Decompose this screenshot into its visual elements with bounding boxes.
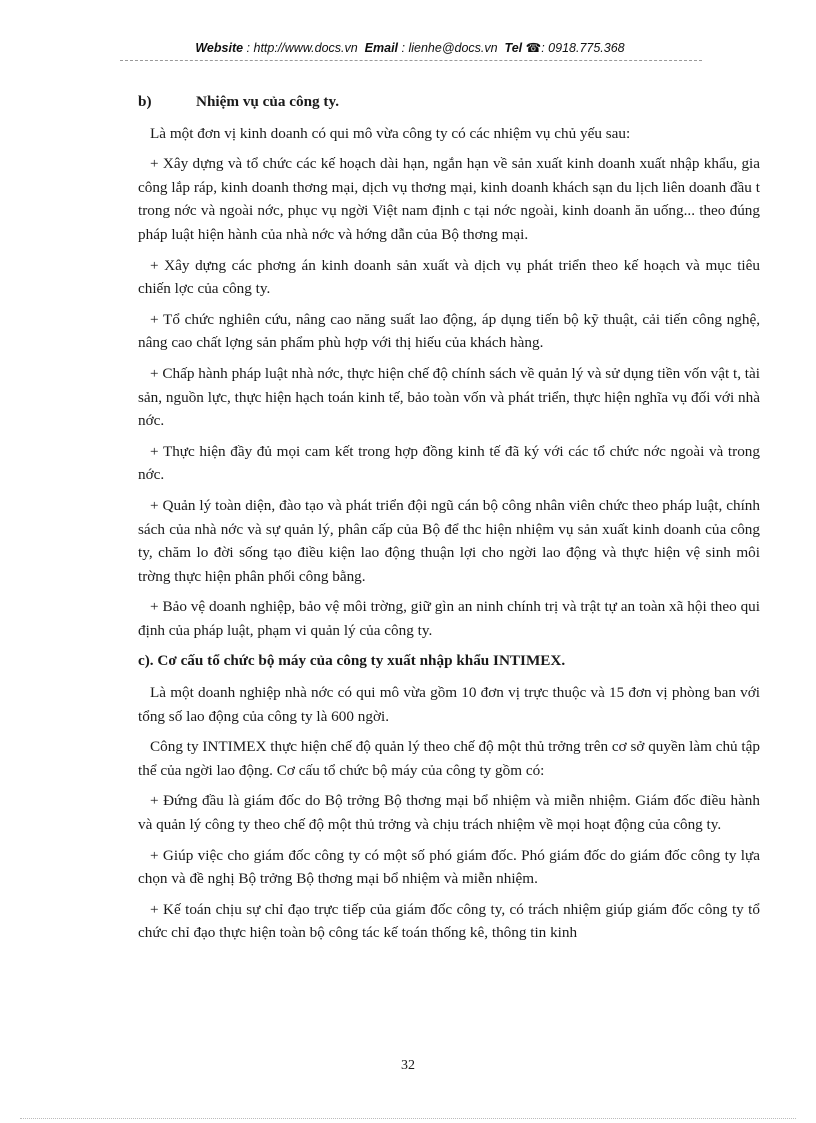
paragraph: Là một đơn vị kinh doanh có qui mô vừa công ty có các nhiệm vụ chủ yếu sau: <box>150 124 631 142</box>
tel-value: : 0918.775.368 <box>541 41 625 55</box>
section-b-title: Nhiệm vụ của công ty. <box>196 93 340 110</box>
document-body <box>138 90 760 952</box>
paragraph: + Thực hiện đầy đủ mọi cam kết trong hợp đồng kinh tế đã ký với các tổ chức nớc ngoài và trong nớc. <box>138 442 760 484</box>
paragraph: + Xây dựng các phơng án kinh doanh sản xuất và dịch vụ phát triển theo kế hoạch và mục tiêu chiến lợc của công ty. <box>138 256 760 298</box>
paragraph: Công ty INTIMEX thực hiện chế độ quản lý theo chế độ một thủ trởng trên cơ sở quyền làm chủ tập thể của ngời lao động. Cơ cấu tổ chức bộ máy của công ty gồm có: <box>138 738 760 779</box>
paragraph: + Đứng đầu là giám đốc do Bộ trởng Bộ thơng mại bổ nhiệm và miễn nhiệm. Giám đốc điều hành và quản lý công ty theo chế độ một thủ trởng và chịu trách nhiệm về mọi hoạt động của công ty. <box>138 792 760 834</box>
paragraph: + Quản lý toàn diện, đào tạo và phát triển đội ngũ cán bộ công nhân viên chức theo pháp luật, chính sách của nhà nớc và sự quản lý, phân cấp của Bộ để thc hiện nhiệm vụ sản xuất kinh doanh của công ty, chăm lo đời sống tạo điều kiện lao động thuận lợi cho ngời lao động và thực hiện vệ sinh môi trờng thực hiện phân phối công bằng. <box>138 496 760 585</box>
website-value: : http://www.docs.vn <box>246 41 358 55</box>
paragraph: + Tổ chức nghiên cứu, nâng cao năng suất lao động, áp dụng tiến bộ kỹ thuật, cải tiến công nghệ, nâng cao chất lợng sản phẩm phù hợp với thị hiếu của khách hàng. <box>138 310 760 352</box>
phone-icon: ☎ <box>525 41 542 55</box>
footer-divider <box>20 1118 796 1119</box>
paragraph: + Giúp việc cho giám đốc công ty có một số phó giám đốc. Phó giám đốc do giám đốc công ty lựa chọn và đề nghị Bộ trởng Bộ thơng mại bổ nhiệm và miễn nhiệm. <box>138 846 760 888</box>
paragraph: + Chấp hành pháp luật nhà nớc, thực hiện chế độ chính sách về quản lý và sử dụng tiền vốn vật t, tài sản, nguồn lực, thực hiện hạch toán kinh tế, bảo toàn vốn và phát triển, thực hiện nghĩa vụ đối với nhà nớc. <box>138 364 760 430</box>
section-b-marker: b) <box>138 93 152 110</box>
page-header <box>120 40 700 55</box>
paragraph: Là một doanh nghiệp nhà nớc có qui mô vừa gồm 10 đơn vị trực thuộc và 15 đơn vị phòng ban với tổng số lao động của công ty là 600 ngời. <box>138 684 760 725</box>
email-label: Email <box>364 41 399 55</box>
email-value: : lienhe@docs.vn <box>401 41 498 55</box>
paragraph: + Xây dựng và tổ chức các kế hoạch dài hạn, ngắn hạn về sản xuất kinh doanh xuất nhập khẩu, gia công lắp ráp, kinh doanh thơng mại, dịch vụ thơng mại, kinh doanh khách sạn du lịch liên doanh đầu t trong nớc và ngoài nớc, phục vụ ngời Việt nam định c tại nớc ngoài, kinh doanh ăn uống... theo đúng pháp luật hiện hành của nhà nớc và hớng dẫn của Bộ thơng mại. <box>138 155 760 243</box>
tel-label: Tel <box>504 41 523 55</box>
page-number: 32 <box>401 1058 415 1073</box>
section-b-heading <box>138 90 760 114</box>
paragraph: + Kế toán chịu sự chỉ đạo trực tiếp của giám đốc công ty, có trách nhiệm giúp giám đốc công ty tổ chức chỉ đạo thực hiện toàn bộ công tác kế toán thống kê, thông tin kinh <box>138 900 760 942</box>
paragraph: + Bảo vệ doanh nghiệp, bảo vệ môi trờng, giữ gìn an ninh chính trị và trật tự an toàn xã hội theo qui định của pháp luật, phạm vi quản lý của công ty. <box>138 598 760 639</box>
website-label: Website <box>195 41 244 55</box>
header-divider <box>120 60 702 61</box>
section-c-heading: c). Cơ cấu tổ chức bộ máy của công ty xuất nhập khẩu INTIMEX. <box>138 652 566 670</box>
